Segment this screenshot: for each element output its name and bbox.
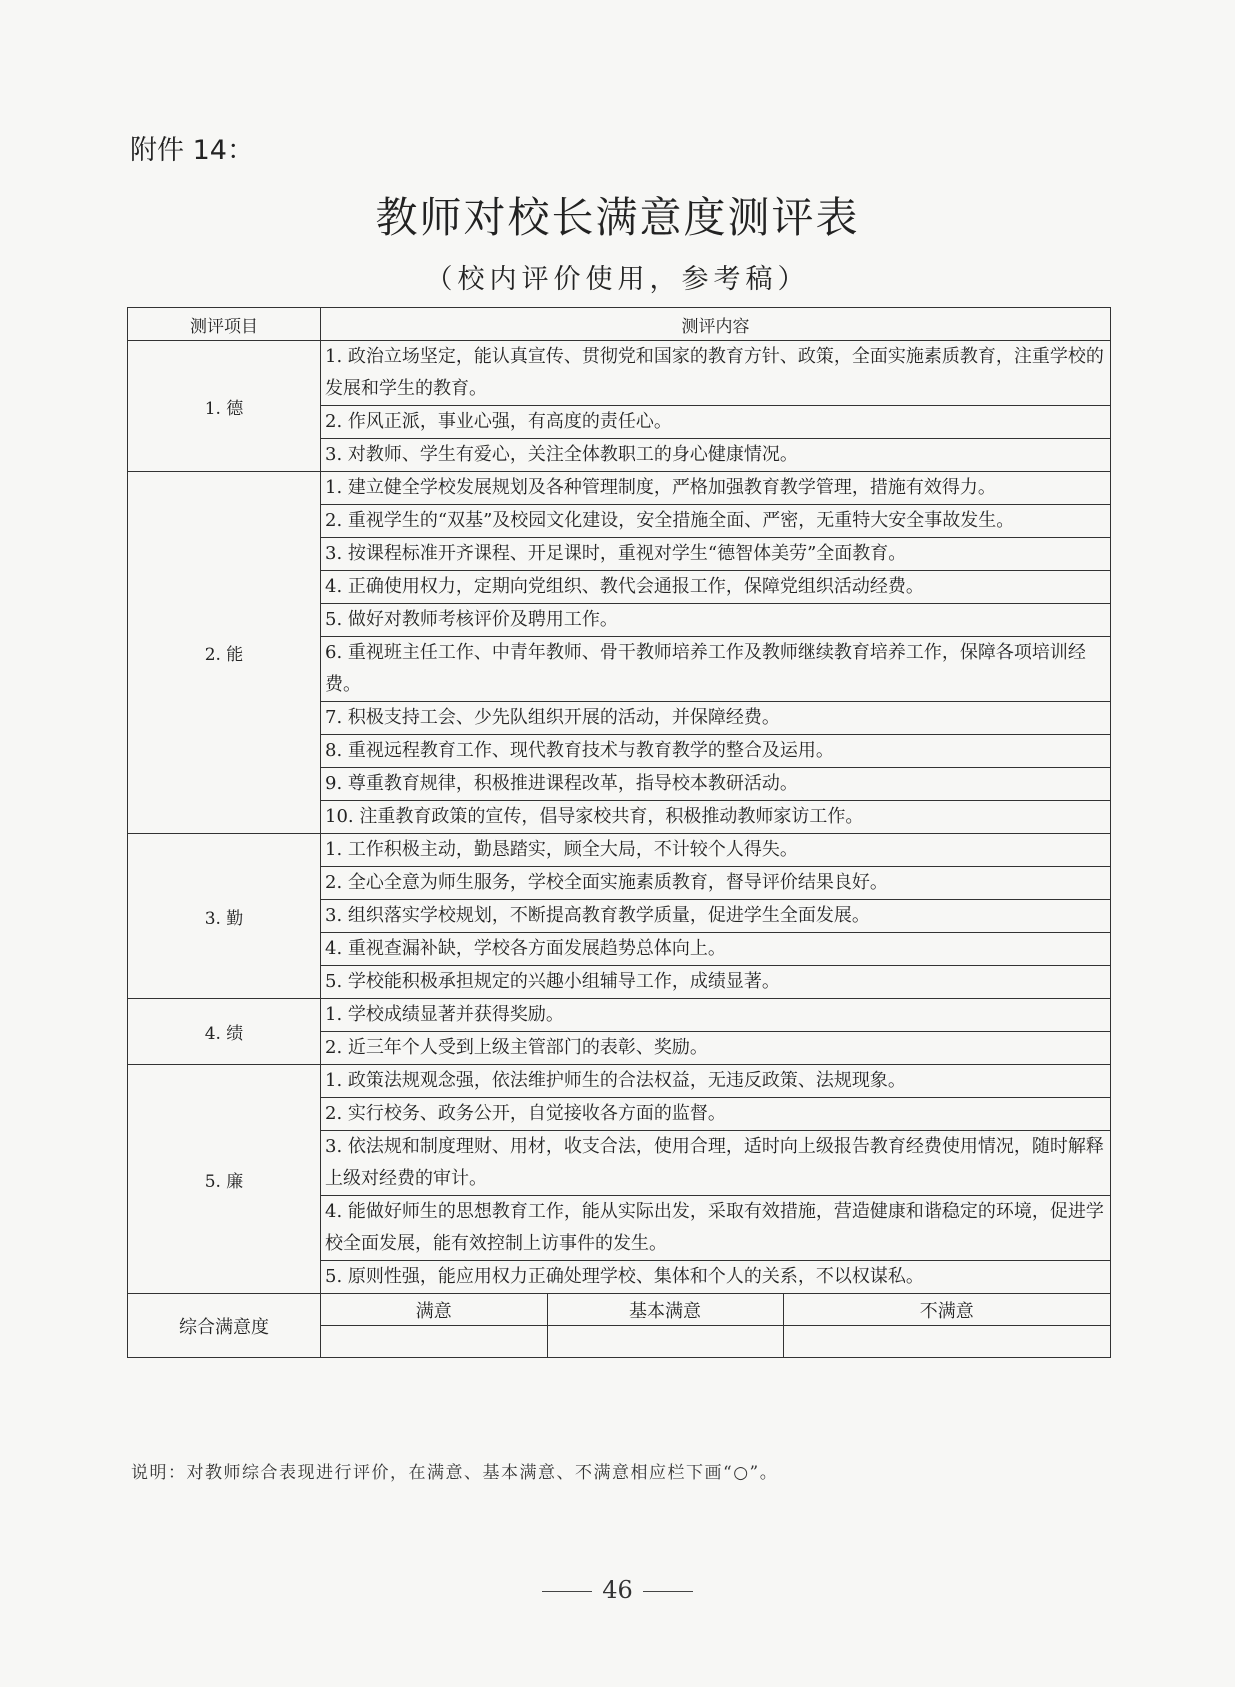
criterion-cell: 1. 建立健全学校发展规划及各种管理制度，严格加强教育教学管理，措施有效得力。 — [321, 472, 1111, 505]
criterion-cell: 4. 重视查漏补缺，学校各方面发展趋势总体向上。 — [321, 933, 1111, 966]
criterion-cell: 2. 作风正派，事业心强，有高度的责任心。 — [321, 406, 1111, 439]
page-subtitle: （校内评价使用，参考稿） — [425, 264, 810, 295]
page-number-footer — [0, 1576, 1235, 1604]
category-cell: 1. 德 — [128, 341, 321, 472]
table-header-row — [128, 308, 1111, 341]
option-satisfied: 满意 — [321, 1294, 547, 1326]
page-title: 教师对校长满意度测评表 — [375, 193, 860, 242]
category-cell: 5. 廉 — [128, 1065, 321, 1294]
table-row — [128, 472, 1111, 505]
instruction-note: 说明：对教师综合表现进行评价，在满意、基本满意、不满意相应栏下画“○”。 — [131, 1463, 779, 1483]
criterion-cell: 2. 近三年个人受到上级主管部门的表彰、奖励。 — [321, 1032, 1111, 1065]
table-row — [128, 834, 1111, 867]
criterion-cell: 4. 正确使用权力，定期向党组织、教代会通报工作，保障党组织活动经费。 — [321, 571, 1111, 604]
dash-right — [643, 1591, 693, 1592]
criterion-cell: 3. 按课程标准开齐课程、开足课时，重视对学生“德智体美劳”全面教育。 — [321, 538, 1111, 571]
criterion-cell: 8. 重视远程教育工作、现代教育技术与教育教学的整合及运用。 — [321, 735, 1111, 768]
dash-left — [542, 1591, 592, 1592]
category-cell: 2. 能 — [128, 472, 321, 834]
criterion-cell: 5. 学校能积极承担规定的兴趣小组辅导工作，成绩显著。 — [321, 966, 1111, 999]
satisfaction-row — [128, 1294, 1111, 1358]
criterion-cell: 5. 做好对教师考核评价及聘用工作。 — [321, 604, 1111, 637]
table-row — [128, 999, 1111, 1032]
criterion-cell: 1. 工作积极主动，勤恳踏实，顾全大局，不计较个人得失。 — [321, 834, 1111, 867]
satisfaction-grid — [321, 1294, 1110, 1357]
mark-cell-satisfied[interactable] — [321, 1326, 547, 1358]
mark-cell-basically-satisfied[interactable] — [547, 1326, 783, 1358]
criterion-cell: 7. 积极支持工会、少先队组织开展的活动，并保障经费。 — [321, 702, 1111, 735]
criterion-cell: 4. 能做好师生的思想教育工作，能从实际出发，采取有效措施，营造健康和谐稳定的环境，促进学校全面发展，能有效控制上访事件的发生。 — [321, 1196, 1111, 1261]
criterion-cell: 1. 政治立场坚定，能认真宣传、贯彻党和国家的教育方针、政策，全面实施素质教育，注重学校的发展和学生的教育。 — [321, 341, 1111, 406]
criterion-cell: 1. 学校成绩显著并获得奖励。 — [321, 999, 1111, 1032]
criterion-cell: 10. 注重教育政策的宣传，倡导家校共育，积极推动教师家访工作。 — [321, 801, 1111, 834]
table-row — [128, 1065, 1111, 1098]
satisfaction-label: 综合满意度 — [128, 1294, 321, 1358]
criterion-cell: 2. 实行校务、政务公开，自觉接收各方面的监督。 — [321, 1098, 1111, 1131]
criterion-cell: 6. 重视班主任工作、中青年教师、骨干教师培养工作及教师继续教育培养工作，保障各项培训经费。 — [321, 637, 1111, 702]
table-body — [128, 341, 1111, 1294]
mark-cell-dissatisfied[interactable] — [783, 1326, 1110, 1358]
satisfaction-cells — [321, 1294, 1111, 1358]
page-number: 46 — [602, 1576, 633, 1604]
evaluation-table — [127, 307, 1111, 1358]
criterion-cell: 1. 政策法规观念强，依法维护师生的合法权益，无违反政策、法规现象。 — [321, 1065, 1111, 1098]
criterion-cell: 2. 重视学生的“双基”及校园文化建设，安全措施全面、严密，无重特大安全事故发生。 — [321, 505, 1111, 538]
category-cell: 3. 勤 — [128, 834, 321, 999]
header-content: 测评内容 — [321, 308, 1111, 341]
criterion-cell: 3. 对教师、学生有爱心，关注全体教职工的身心健康情况。 — [321, 439, 1111, 472]
attachment-label: 附件 14： — [130, 135, 254, 166]
category-cell: 4. 绩 — [128, 999, 321, 1065]
criterion-cell: 9. 尊重教育规律，积极推进课程改革，指导校本教研活动。 — [321, 768, 1111, 801]
criterion-cell: 3. 组织落实学校规划，不断提高教育教学质量，促进学生全面发展。 — [321, 900, 1111, 933]
criterion-cell: 3. 依法规和制度理财、用材，收支合法，使用合理，适时向上级报告教育经费使用情况，随时解释上级对经费的审计。 — [321, 1131, 1111, 1196]
option-dissatisfied: 不满意 — [783, 1294, 1110, 1326]
criterion-cell: 2. 全心全意为师生服务，学校全面实施素质教育，督导评价结果良好。 — [321, 867, 1111, 900]
header-item: 测评项目 — [128, 308, 321, 341]
table-row — [128, 341, 1111, 406]
criterion-cell: 5. 原则性强，能应用权力正确处理学校、集体和个人的关系，不以权谋私。 — [321, 1261, 1111, 1294]
option-basically-satisfied: 基本满意 — [547, 1294, 783, 1326]
